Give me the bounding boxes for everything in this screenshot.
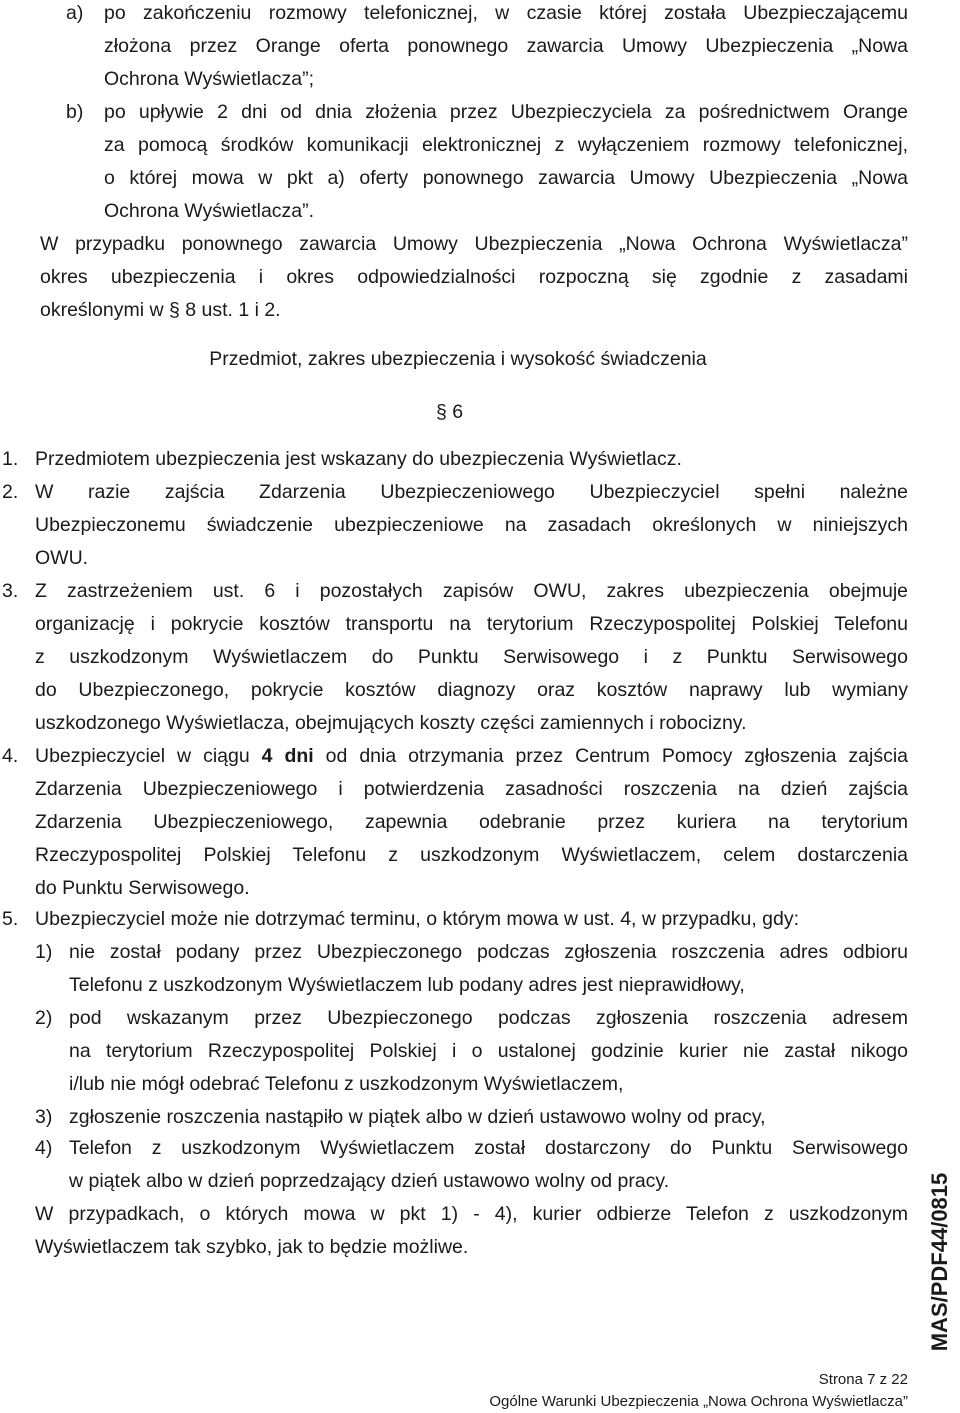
item-5-marker: 5. <box>2 908 19 930</box>
item-4-text: Ubezpieczyciel w ciągu <box>35 745 262 767</box>
subitem-1-marker: 1) <box>35 941 53 963</box>
item-3-line: do Ubezpieczonego, pokrycie kosztów diagnozy oraz kosztów naprawy lub wymiany <box>35 679 908 701</box>
closing-line: W przypadkach, o których mowa w pkt 1) - 4), kurier odbierze Telefon z uszkodzonym <box>35 1203 908 1225</box>
item-2-line: OWU. <box>35 547 89 569</box>
item-3-line: uszkodzonego Wyświetlacza, obejmujących koszty części zamiennych i robocizny. <box>35 712 747 734</box>
item-4-line: Zdarzenia Ubezpieczeniowego, zapewnia odebranie przez kuriera na terytorium <box>35 811 908 833</box>
item-1-marker: 1. <box>2 448 19 470</box>
item-b-line: po upływie 2 dni od dnia złożenia przez Ubezpieczyciela za pośrednictwem Orange <box>104 101 908 123</box>
subitem-1-line: Telefonu z uszkodzonym Wyświetlaczem lub podany adres jest nieprawidłowy, <box>69 974 745 996</box>
item-a-line: Ochrona Wyświetlacza”; <box>104 68 315 90</box>
item-2-marker: 2. <box>2 481 19 503</box>
item-3-line: z uszkodzonym Wyświetlaczem do Punktu Serwisowego i z Punktu Serwisowego <box>35 646 908 668</box>
item-1-line: Przedmiotem ubezpieczenia jest wskazany do ubezpieczenia Wyświetlacz. <box>35 448 682 470</box>
subitem-4-line: Telefon z uszkodzonym Wyświetlaczem został dostarczony do Punktu Serwisowego <box>69 1137 908 1159</box>
subitem-4-marker: 4) <box>35 1137 53 1159</box>
item-4-text: od dnia otrzymania przez Centrum Pomocy zgłoszenia zajścia <box>313 745 908 767</box>
item-b-line: o której mowa w pkt a) oferty ponownego zawarcia Umowy Ubezpieczenia „Nowa <box>104 167 908 189</box>
item-b-line: za pomocą środków komunikacji elektronicznej z wyłączeniem rozmowy telefonicznej, <box>104 134 908 156</box>
paragraph-line: W przypadku ponownego zawarcia Umowy Ubezpieczenia „Nowa Ochrona Wyświetlacza” <box>40 233 908 255</box>
paragraph-line: określonymi w § 8 ust. 1 i 2. <box>40 299 281 321</box>
item-2-line: Ubezpieczonemu świadczenie ubezpieczeniowe na zasadach określonych w niniejszych <box>35 514 908 536</box>
item-4-line: Rzeczypospolitej Polskiej Telefonu z uszkodzonym Wyświetlaczem, celem dostarczenia <box>35 844 908 866</box>
subitem-2-line: i/lub nie mógł odebrać Telefonu z uszkodzonym Wyświetlaczem, <box>69 1073 624 1095</box>
item-4-first-line <box>35 743 908 769</box>
item-a-line: złożona przez Orange oferta ponownego zawarcia Umowy Ubezpieczenia „Nowa <box>104 35 908 57</box>
item-b-line: Ochrona Wyświetlacza”. <box>104 200 315 222</box>
subitem-2-line: pod wskazanym przez Ubezpieczonego podczas zgłoszenia roszczenia adresem <box>69 1007 908 1029</box>
subitem-3-line: zgłoszenie roszczenia nastąpiło w piątek albo w dzień ustawowo wolny od pracy, <box>69 1106 766 1128</box>
section-heading-text: Przedmiot, zakres ubezpieczenia i wysokość świadczenia <box>209 348 707 370</box>
document-code: MAS/PDF44/0815 <box>927 1172 952 1352</box>
footer-document-title: Ogólne Warunki Ubezpieczenia „Nowa Ochrona Wyświetlacza” <box>489 1393 908 1410</box>
item-2-line: W razie zajścia Zdarzenia Ubezpieczeniowego Ubezpieczyciel spełni należne <box>35 481 908 503</box>
subitem-2-line: na terytorium Rzeczypospolitej Polskiej i o ustalonej godzinie kurier nie zastał nikogo <box>69 1040 908 1062</box>
subitem-1-line: nie został podany przez Ubezpieczonego podczas zgłoszenia roszczenia adres odbioru <box>69 941 908 963</box>
item-3-line: Z zastrzeżeniem ust. 6 i pozostałych zapisów OWU, zakres ubezpieczenia obejmuje <box>35 580 908 602</box>
subitem-2-marker: 2) <box>35 1007 53 1029</box>
subitem-3-marker: 3) <box>35 1106 53 1128</box>
subitem-4-line: w piątek albo w dzień poprzedzający dzień ustawowo wolny od pracy. <box>69 1170 670 1192</box>
item-3-marker: 3. <box>2 580 19 602</box>
item-4-marker: 4. <box>2 745 19 767</box>
item-4-line: Zdarzenia Ubezpieczeniowego i potwierdzenia zasadności roszczenia na dzień zajścia <box>35 778 908 800</box>
item-3-line: organizację i pokrycie kosztów transportu na terytorium Rzeczypospolitej Polskiej Telefonu <box>35 613 908 635</box>
closing-line: Wyświetlaczem tak szybko, jak to będzie możliwe. <box>35 1236 469 1258</box>
item-4-line: do Punktu Serwisowego. <box>35 877 250 899</box>
item-b-marker: b) <box>66 101 84 123</box>
section-heading <box>0 346 960 372</box>
paragraph-sign: § 6 <box>436 401 464 423</box>
item-5-line: Ubezpieczyciel może nie dotrzymać terminu, o którym mowa w ust. 4, w przypadku, gdy: <box>35 908 800 930</box>
item-a-line: po zakończeniu rozmowy telefonicznej, w czasie której została Ubezpieczającemu <box>104 2 908 24</box>
item-a-marker: a) <box>66 2 84 24</box>
page-number: Strona 7 z 22 <box>818 1371 908 1388</box>
item-4-deadline: 4 dni <box>261 745 314 767</box>
paragraph-line: okres ubezpieczenia i okres odpowiedzialności rozpoczną się zgodnie z zasadami <box>40 266 908 288</box>
